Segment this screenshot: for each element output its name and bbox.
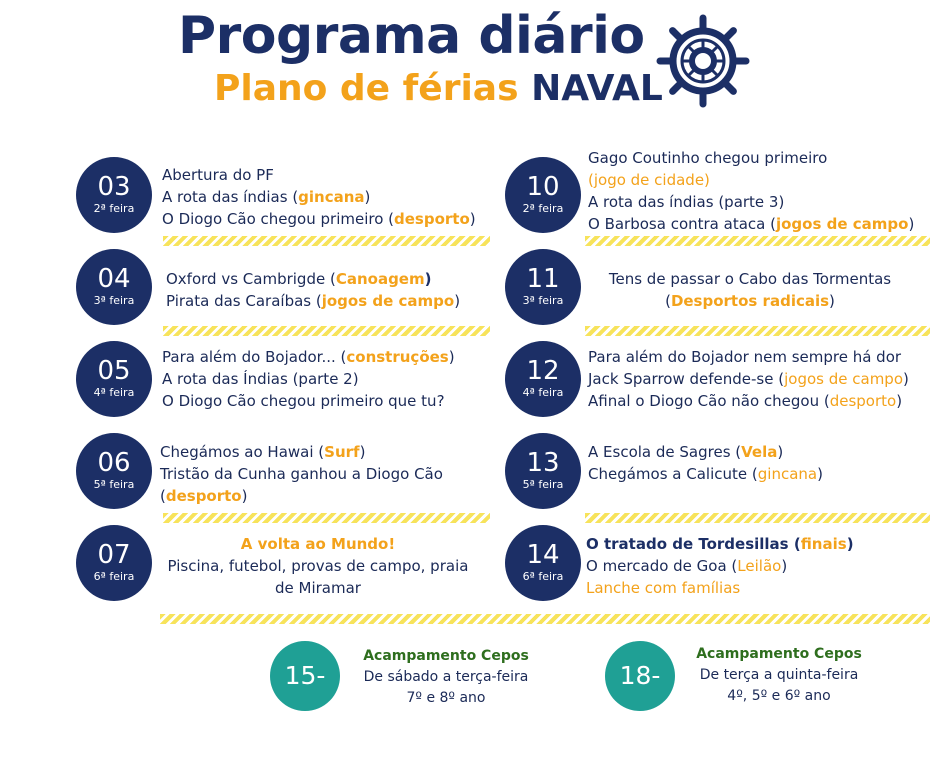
weekday: 5ª feira xyxy=(93,478,135,491)
activity: (jogo de cidade) xyxy=(588,171,710,189)
camp-dates: De sábado a terça-feira xyxy=(363,669,529,685)
activity: Gago Coutinho chegou primeiro xyxy=(588,149,828,167)
activity: O Barbosa contra ataca (jogos de campo) xyxy=(588,215,915,233)
activity: Chegámos a Calicute (gincana) xyxy=(588,465,823,483)
weekday: 5ª feira xyxy=(522,478,564,491)
divider-stripe xyxy=(585,326,930,336)
day-badge-04 xyxy=(76,249,152,325)
day-badge-07 xyxy=(76,525,152,601)
activity: Tristão da Cunha ganhou a Diogo Cão xyxy=(160,465,443,483)
day-number: 05 xyxy=(97,356,131,386)
weekday: 4ª feira xyxy=(522,386,564,399)
activity: A rota das índias (parte 3) xyxy=(588,193,785,211)
activity: A Escola de Sagres (Vela) xyxy=(588,443,784,461)
activity: O Diogo Cão chegou primeiro (desporto) xyxy=(162,210,476,228)
activity: Lanche com famílias xyxy=(586,579,741,597)
day-badge-03 xyxy=(76,157,152,233)
activity: O Diogo Cão chegou primeiro que tu? xyxy=(162,392,445,410)
activity: Para além do Bojador... (construções) xyxy=(162,348,455,366)
divider-stripe xyxy=(163,236,490,246)
day-11-activities xyxy=(590,268,910,312)
day-14-activities xyxy=(586,533,854,599)
activity: (Desportos radicais) xyxy=(665,292,835,310)
divider-stripe xyxy=(585,513,930,523)
activity: de Miramar xyxy=(275,579,361,597)
activity: Jack Sparrow defende-se (jogos de campo) xyxy=(588,370,909,388)
activity: Pirata das Caraíbas (jogos de campo) xyxy=(166,292,461,310)
month-year-label xyxy=(2,190,82,550)
weekday: 3ª feira xyxy=(522,294,564,307)
day-number: 04 xyxy=(97,264,131,294)
page-title: Programa diário xyxy=(178,6,645,66)
subtitle-plano: Plano de férias xyxy=(214,68,519,109)
activity: Para além do Bojador nem sempre há dor xyxy=(588,348,902,366)
day-number: 12 xyxy=(526,356,560,386)
weekday: 6ª feira xyxy=(93,570,135,583)
weekday: 3ª feira xyxy=(93,294,135,307)
day-13-activities xyxy=(588,441,823,485)
activity: Afinal o Diogo Cão não chegou (desporto) xyxy=(588,392,903,410)
day-number: 13 xyxy=(526,448,560,478)
day-number: 14 xyxy=(526,540,560,570)
camp-1-info xyxy=(352,646,540,709)
camp-badge-15-18: 15-18 xyxy=(270,641,340,711)
camp-grades: 7º e 8º ano xyxy=(406,690,486,706)
day-number: 07 xyxy=(97,540,131,570)
activity: O tratado de Tordesillas (finais) xyxy=(586,535,854,553)
page-subtitle xyxy=(214,68,663,109)
day-number: 03 xyxy=(97,172,131,202)
activity: Oxford vs Cambrigde (Canoagem) xyxy=(166,270,432,288)
camp-dates: De terça a quinta-feira xyxy=(699,667,859,683)
weekday: 2ª feira xyxy=(522,202,564,215)
day-badge-05 xyxy=(76,341,152,417)
ship-wheel-icon xyxy=(656,14,750,108)
day-badge-13 xyxy=(505,433,581,509)
activity: (desporto) xyxy=(160,487,248,505)
activity: Abertura do PF xyxy=(162,166,274,184)
day-04-activities xyxy=(166,268,460,312)
day-03-activities xyxy=(162,164,476,230)
camp-badge-18-20: 18-20 xyxy=(605,641,675,711)
day-badge-14 xyxy=(505,525,581,601)
weekday: 2ª feira xyxy=(93,202,135,215)
camp-title: Acampamento Cepos xyxy=(696,646,862,662)
divider-stripe xyxy=(163,513,490,523)
divider-stripe-wide xyxy=(160,614,930,624)
day-number: 10 xyxy=(526,172,560,202)
camp-grades: 4º, 5º e 6º ano xyxy=(727,688,831,704)
day-badge-10 xyxy=(505,157,581,233)
day-badge-11 xyxy=(505,249,581,325)
activity: Chegámos ao Hawai (Surf) xyxy=(160,443,366,461)
activity: Piscina, futebol, provas de campo, praia xyxy=(167,557,469,575)
activity: O mercado de Goa (Leilão) xyxy=(586,557,788,575)
day-06-activities xyxy=(160,441,443,507)
activity: Tens de passar o Cabo das Tormentas xyxy=(608,270,892,288)
day-badge-12 xyxy=(505,341,581,417)
day-number: 11 xyxy=(526,264,560,294)
day-10-activities xyxy=(588,147,914,235)
activity: A rota das índias (gincana) xyxy=(162,188,371,206)
subtitle-naval: NAVAL xyxy=(531,68,663,109)
activity: A volta ao Mundo! xyxy=(240,535,396,553)
day-05-activities xyxy=(162,346,455,412)
camp-2-info xyxy=(684,644,874,707)
camp-title: Acampamento Cepos xyxy=(363,648,529,664)
day-badge-06 xyxy=(76,433,152,509)
weekday: 6ª feira xyxy=(522,570,564,583)
day-12-activities xyxy=(588,346,909,412)
weekday: 4ª feira xyxy=(93,386,135,399)
divider-stripe xyxy=(585,236,930,246)
day-number: 06 xyxy=(97,448,131,478)
day-07-activities xyxy=(160,533,476,599)
activity: A rota das Índias (parte 2) xyxy=(162,370,359,388)
divider-stripe xyxy=(163,326,490,336)
